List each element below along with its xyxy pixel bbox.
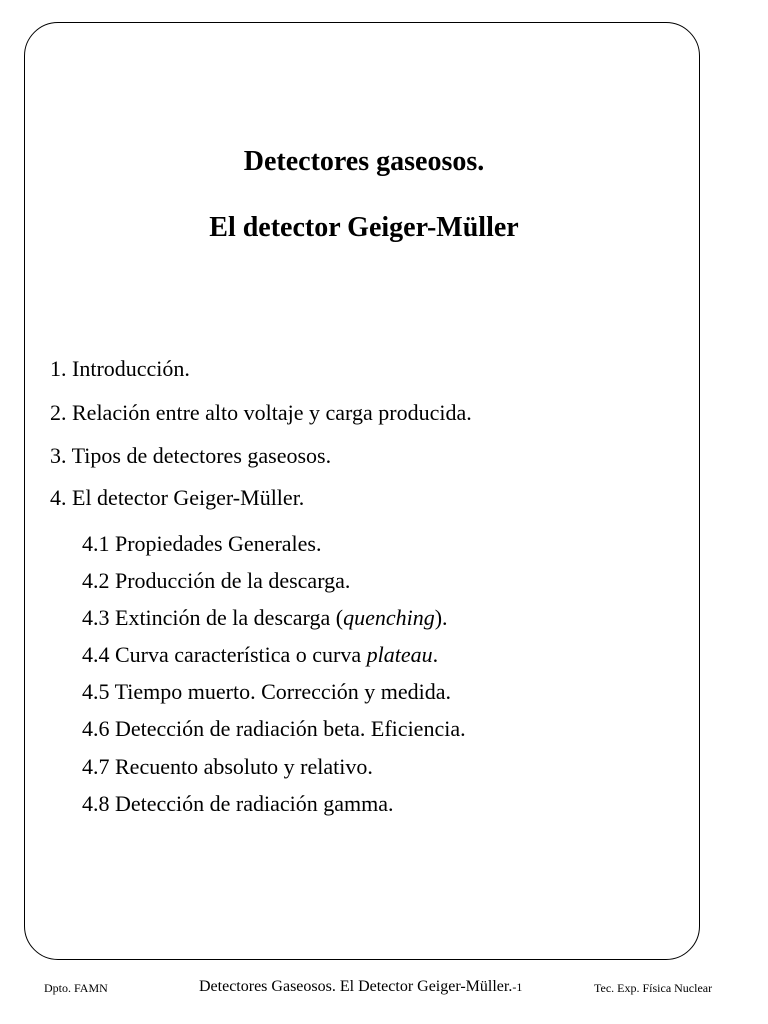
toc-subitem-4-4-suffix: .: [432, 642, 439, 667]
toc-subitem-4-3: [82, 607, 448, 629]
footer-title: [199, 978, 522, 996]
toc-subitem-4-3-suffix: ).: [434, 605, 448, 630]
toc-subitem-4-8: 4.8 Detección de radiación gamma.: [82, 791, 394, 816]
toc-subitem-4-3-italic: quenching: [343, 605, 435, 630]
toc-subitem-4-5: 4.5 Tiempo muerto. Corrección y medida.: [82, 679, 452, 704]
toc-item-2: 2. Relación entre alto voltaje y carga producida.: [50, 400, 472, 425]
footer-course: Tec. Exp. Física Nuclear: [594, 981, 713, 995]
toc-subitem-4-4-prefix: 4.4 Curva característica o curva: [82, 642, 367, 667]
slide-subtitle: El detector Geiger-Müller: [209, 212, 519, 243]
toc-subitem-4-7: 4.7 Recuento absoluto y relativo.: [82, 754, 373, 779]
toc-item-4: 4. El detector Geiger-Müller.: [50, 485, 305, 510]
toc-item-3: 3. Tipos de detectores gaseosos.: [50, 443, 332, 468]
toc-subitem-4-3-prefix: 4.3 Extinción de la descarga (: [82, 605, 344, 630]
footer-page-number: -1: [512, 980, 523, 994]
slide-title: Detectores gaseosos.: [243, 146, 485, 177]
toc-subitem-4-4: [82, 644, 438, 666]
toc-subitem-4-6: 4.6 Detección de radiación beta. Eficiencia.: [82, 716, 466, 741]
footer-title-text: Detectores Gaseosos. El Detector Geiger-Müller.: [199, 978, 513, 995]
footer-department: Dpto. FAMN: [44, 981, 108, 995]
toc-subitem-4-4-italic: plateau: [366, 642, 433, 667]
toc-item-1: 1. Introducción.: [50, 356, 190, 381]
toc-subitem-4-2: 4.2 Producción de la descarga.: [82, 568, 351, 593]
toc-subitem-4-1: 4.1 Propiedades Generales.: [82, 531, 322, 556]
